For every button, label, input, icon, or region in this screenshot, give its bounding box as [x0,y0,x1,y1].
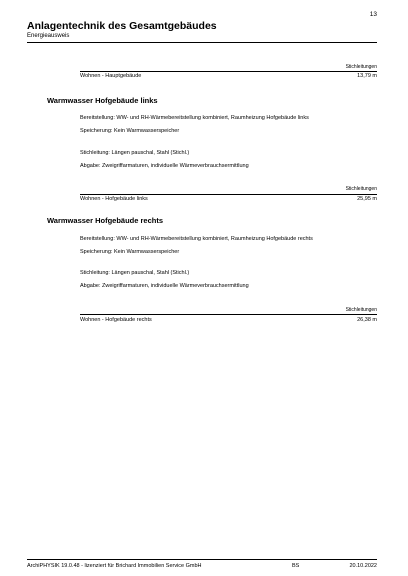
column-header-stichleitungen: Stichleitungen [345,186,377,192]
table-row-value: 25,95 m [357,196,377,202]
table-row-label: Wohnen - Hofgebäude links [80,196,148,202]
detail-bereitstellung: Bereitstellung: WW- und RH-Wärmebereitstellung kombiniert, Raumheizung Hofgebäude rechts [80,236,313,242]
page-number: 13 [369,11,377,18]
detail-stichleitung: Stichleitung: Längen pauschal, Stahl (Stichl.) [80,150,190,156]
section-heading: Warmwasser Hofgebäude links [47,96,158,105]
detail-speicherung: Speicherung: Kein Warmwasserspeicher [80,128,180,134]
table-divider [80,314,377,315]
detail-bereitstellung: Bereitstellung: WW- und RH-Wärmebereitstellung kombiniert, Raumheizung Hofgebäude links [80,115,309,121]
table-divider [80,194,377,195]
column-header-stichleitungen: Stichleitungen [345,307,377,313]
table-row-label: Wohnen - Hauptgebäude [80,73,142,79]
table-row-value: 13,79 m [357,73,377,79]
detail-speicherung: Speicherung: Kein Warmwasserspeicher [80,249,180,255]
header-divider [27,42,377,43]
footer-software: ArchiPHYSIK 19.0.48 - lizenziert für Brichard Immobilien Service GmbH [27,563,202,569]
footer-initials: BS [292,563,300,569]
document-title: Anlagentechnik des Gesamtgebäudes [27,20,217,32]
table-row-label: Wohnen - Hofgebäude rechts [80,317,152,323]
footer-date: 20.10.2022 [349,563,377,569]
detail-abgabe: Abgabe: Zweigriffarmaturen, individuelle Wärmeverbrauchsermittlung [80,163,249,169]
table-divider [80,71,377,72]
detail-stichleitung: Stichleitung: Längen pauschal, Stahl (Stichl.) [80,270,190,276]
column-header-stichleitungen: Stichleitungen [345,64,377,70]
document-subtitle: Energieausweis [27,33,70,39]
table-row-value: 26,38 m [357,317,377,323]
footer-divider [27,559,377,560]
detail-abgabe: Abgabe: Zweigriffarmaturen, individuelle Wärmeverbrauchsermittlung [80,283,249,289]
section-heading: Warmwasser Hofgebäude rechts [47,216,164,225]
